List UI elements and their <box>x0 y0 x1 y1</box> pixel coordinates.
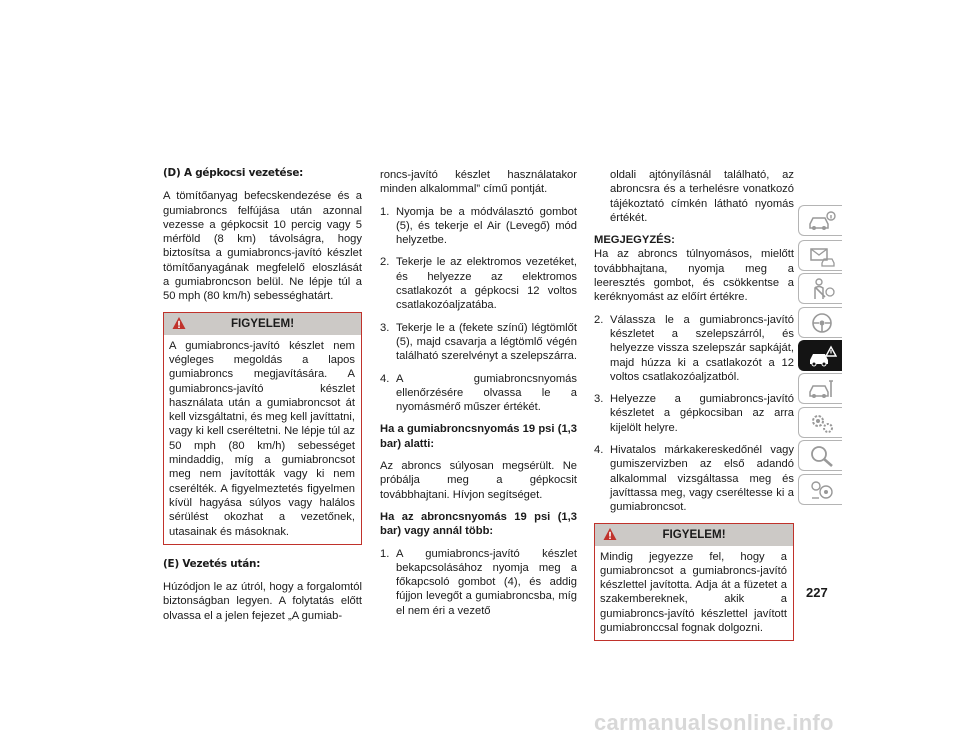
list-text: Nyomja be a módválasztó gombot (5), és tekerje el Air (Levegő) mód helyzetbe. <box>396 205 577 247</box>
list-text: A gumiabroncs-javító készlet bekapcsolásához nyomja meg a főkapcsoló gombot (4), és addig fújjon levegőt a gumiabroncsba, míg el nem éri a vezető <box>396 547 577 617</box>
list-item <box>380 547 577 618</box>
list-item <box>380 255 577 312</box>
steps-list-2 <box>380 547 577 618</box>
multimedia-icon <box>807 478 837 502</box>
list-item <box>594 313 794 384</box>
note-title: MEGJEGYZÉS: <box>594 234 675 247</box>
tab-multimedia[interactable] <box>798 474 842 505</box>
tab-technical[interactable] <box>798 407 842 438</box>
tab-messages[interactable] <box>798 240 842 271</box>
seatbelt-icon <box>807 277 837 301</box>
list-number: 2. <box>380 256 390 269</box>
list-number: 4. <box>594 444 604 457</box>
magnifier-icon <box>807 444 837 468</box>
steps-list-1 <box>380 205 577 415</box>
steering-wheel-icon <box>807 311 837 335</box>
tab-emergency[interactable] <box>798 340 842 371</box>
paragraph-driving: A tömítőanyag befecskendezése és a gumiabroncs felfújása után azonnal vezesse a gépkocsit 10 percig vagy 5 mérföld (8 km) távolságra, hogy biztosítsa a gumiabroncs-javító készlet tömítőanyagának megfelelő eloszlását a gumiabroncson belül. Ne lépje túl a 50 mph (80 km/h) sebességhatárt. <box>163 190 362 303</box>
warning-title: FIGYELEM! <box>230 316 295 330</box>
subheading-ok-pressure: Ha az abroncsnyomás 19 psi (1,3 bar) vagy annál több: <box>380 510 577 538</box>
section-heading-e: (E) Vezetés után: <box>163 557 261 570</box>
list-number: 3. <box>594 393 604 406</box>
list-number: 1. <box>380 205 390 218</box>
envelope-car-icon <box>807 244 837 268</box>
column-right <box>594 168 794 653</box>
list-item <box>594 443 794 514</box>
car-breakdown-icon <box>807 344 837 368</box>
tab-driving[interactable] <box>798 307 842 338</box>
watermark: carmanualsonline.info <box>594 710 834 735</box>
list-item <box>594 392 794 435</box>
page-number: 227 <box>806 585 828 600</box>
column-middle <box>380 168 577 626</box>
list-number: 2. <box>594 313 604 326</box>
list-item <box>380 205 577 248</box>
warning-header <box>164 313 361 335</box>
tab-service[interactable] <box>798 373 842 404</box>
warning-header <box>595 524 793 546</box>
tab-safety[interactable] <box>798 273 842 304</box>
section-heading-d: (D) A gépkocsi vezetése: <box>163 167 304 179</box>
paragraph-low-pressure: Az abroncs súlyosan megsérült. Ne próbálja meg a gépkocsit továbbhajtani. Hívjon segítséget. <box>380 460 577 501</box>
list-text: Válassza le a gumiabroncs-javító készletet a szelepszárról, és helyezze vissza szelepszár sapkáját, majd húzza ki a csatlakozót a 12 voltos csatlakozóaljzatból. <box>610 313 794 383</box>
warning-title: FIGYELEM! <box>662 527 726 541</box>
column-left <box>163 166 362 631</box>
list-text: Tekerje le az elektromos vezetéket, és helyezze az elektromos csatlakozót a gépkocsi 12 voltos csatlakozóaljzatába. <box>396 256 577 312</box>
note-text: Ha az abroncs túlnyomásos, mielőtt továbbhajtana, nyomja meg a leeresztés gombot, és csökkentse a keréknyomást az előírt értékre. <box>594 248 794 304</box>
list-text: Tekerje le a (fekete színű) légtömlőt (5), majd csavarja a légtömlő végén található szerelvényt a szelepszárra. <box>396 321 577 363</box>
paragraph-continued: roncs-javító készlet használatakor minden alkalommal” című pontját. <box>380 169 577 196</box>
paragraph-after-driving: Húzódjon le az útról, hogy a forgalomtól biztonságban legyen. A folytatás előtt olvassa el a jelen fejezet „A gumiab- <box>163 581 362 622</box>
warning-text: A gumiabroncs-javító készlet nem végleges megoldás a lapos gumiabroncs megjavítására. A gumiabroncs-javító készlet használata után a gumiabroncsot át kell vizsgáltatni, és meg kell javíttatni, vagy ki kell cseréltetni. Ne lépje túl az 50 mph (80 km/h) sebességet mindaddig, míg a gumiabroncsot meg nem javították vagy ki nem cserélték. A figyelmeztetés figyelmen kívül hagyása súlyos vagy halálos sérülést okozhat a vezetőnek, utasainak és másoknak. <box>169 339 355 538</box>
warning-text: Mindig jegyezze fel, hogy a gumiabroncsot a gumiabroncs-javító készlettel javította. Adja át a füzetet a szakembereknek, akik a gumiabroncs-javító készlettel javított gumiabronccsal fognak dolgozni. <box>600 550 787 635</box>
list-number: 1. <box>380 547 390 560</box>
subheading-low-pressure: Ha a gumiabroncsnyomás 19 psi (1,3 bar) alatti: <box>380 423 577 450</box>
list-text: Helyezze a gumiabroncs-javító készletet a gépkocsiban az arra kijelölt helyre. <box>610 393 794 434</box>
tab-index[interactable] <box>798 440 842 471</box>
car-service-icon <box>807 377 837 401</box>
list-text: Hivatalos márkakereskedőnél vagy gumiszervizben az első adandó alkalommal vizsgáltassa meg és javíttassa meg, vagy cseréltesse ki a gumiabroncsot. <box>610 444 794 514</box>
warning-triangle-icon <box>172 316 186 330</box>
list-item <box>380 372 577 415</box>
tab-vehicle-info[interactable] <box>798 205 842 236</box>
list-item <box>380 321 577 364</box>
warning-box-2 <box>594 523 794 642</box>
paragraph-continued: oldali ajtónyílásnál található, az abroncsra és a terhelésre vonatkozó tájékoztató címkén látható nyomás értékét. <box>610 169 794 224</box>
list-text: A gumiabroncsnyomás ellenőrzésére olvassa le a nyomásmérő műszer értékét. <box>396 372 577 414</box>
list-number: 4. <box>380 372 390 385</box>
warning-box-1 <box>163 312 362 545</box>
gears-icon <box>807 411 837 435</box>
warning-triangle-icon <box>603 527 617 541</box>
car-info-icon <box>807 209 837 233</box>
list-number: 3. <box>380 321 390 334</box>
steps-list-3 <box>594 313 794 515</box>
